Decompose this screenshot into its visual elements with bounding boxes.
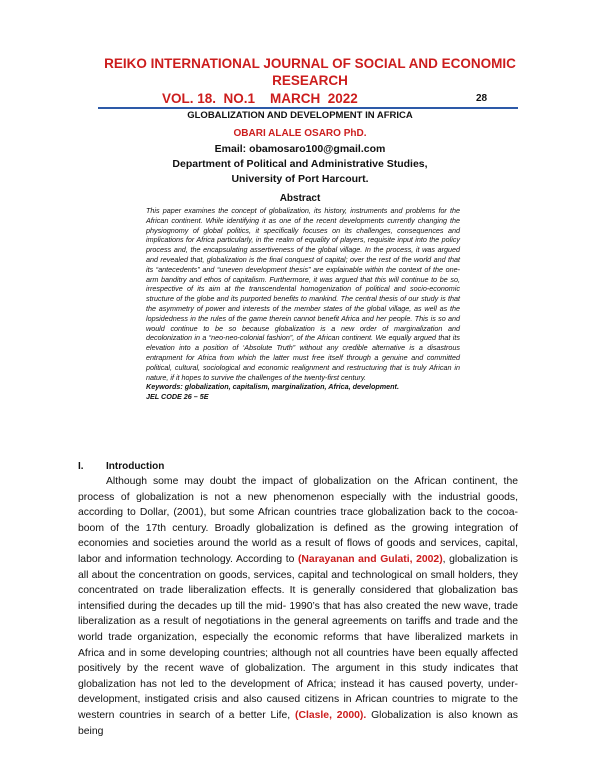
abstract-block — [146, 206, 460, 402]
abstract-text: This paper examines the concept of globalization, its history, instruments and problems for the African continent. While identifying it as one of the recent developments currently changing the physiognomy of global politics, it specifically focuses on its challenges, consequences and implications for Africa particularly, in the realm of equality of players, requisite input into the policy process and, the encapsulating assertiveness of the global village. In the process, it was argued and revealed that, globalization is the final conquest of capital; over the rest of the world and that its “antecedents” and “uneven development thesis” are explainable within the context of the one-arm banditry and ethos of capitalism. Furthermore, it was argued that this will continue to be so, irrespective of its aim at the transcendental homogenization of political and socio-economic structure of the globe and its purported benefits to mankind. The central thesis of our study is that the asymmetry of power and interests of the member states of the global village, as well as the lopsidedness in the rules of the game therein cannot benefit Africa and her people. This is so and would continue to be so because globalization is a new order of marginalization and decolonization in a “neo-neo-colonial fashion”, of the African continent. We equally argued that its elevation into a position of ‘Absolute Truth” without any credible alternative is a disastrous entrapment for Africa from which the latter must free itself through a genuine and committed political, cultural, sociological and economic realignment and restructuring that is truly African in nature, if it hopes to survive the challenges of the twenty-first century. — [146, 206, 460, 382]
volume-issue: VOL. 18. NO.1 MARCH 2022 — [162, 91, 358, 106]
citation-clasle: (Clasle, 2000). — [295, 709, 367, 721]
page-number: 28 — [476, 93, 488, 104]
header-rule — [98, 107, 518, 109]
abstract-heading: Abstract — [279, 193, 321, 204]
journal-title-line1: REIKO INTERNATIONAL JOURNAL OF SOCIAL AND ECONOMIC — [104, 56, 516, 71]
intro-text-3: Globalization is also known as being — [78, 709, 518, 737]
introduction-paragraph — [78, 474, 518, 739]
author-department: Department of Political and Administrative Studies, — [172, 158, 428, 170]
keywords: Keywords: globalization, capitalism, marginalization, Africa, development. — [146, 382, 399, 392]
intro-text-2: , globalization is all about the concentration on goods, services, capital and technological on small holders, they concentrated on trade liberalization effects. It is generally considered that globalization bas intensified during the decades up till the mid- 1990’s that has also created the new wave, trade liberalization as a result of negotiations in the general agreements on tariffs and trade and the world trade organization, especially the economic reforms that have liberalized markets in Africa and in some developing countries; although not all countries have been equally affected positively by the recent wave of globalization. The argument in this study indicates that globalization has not led to the development of Africa; instead it has caused poverty, under-development, instigated crisis and also caused citizens in African countries to migrate to the western countries in search of a better Life, — [78, 553, 518, 721]
paper-title: GLOBALIZATION AND DEVELOPMENT IN AFRICA — [187, 110, 413, 121]
journal-title — [100, 55, 520, 89]
section-number: I. — [78, 461, 84, 472]
intro-text-1: Although some may doubt the impact of globalization on the African continent, the process of globalization is not a new phenomenon especially with the industrial goods, according to Dollar, (2001), but some African countries trace globalization back to the cocoa-boom of the 17th century. Broadly globalization is defined as the growing integration of economies and societies around the world as a result of flows of goods and services, capital, labor and information technology. According to — [78, 476, 518, 565]
author-name: OBARI ALALE OSARO PhD. — [233, 128, 367, 139]
journal-title-line2: RESEARCH — [272, 73, 348, 88]
author-email: Email: obamosaro100@gmail.com — [214, 143, 386, 155]
jel-code: JEL CODE 26 – 5E — [146, 392, 209, 402]
author-university: University of Port Harcourt. — [231, 173, 369, 185]
citation-narayanan-gulati: (Narayanan and Gulati, 2002) — [297, 553, 443, 565]
section-heading: Introduction — [106, 461, 165, 472]
introduction-body — [78, 474, 518, 739]
